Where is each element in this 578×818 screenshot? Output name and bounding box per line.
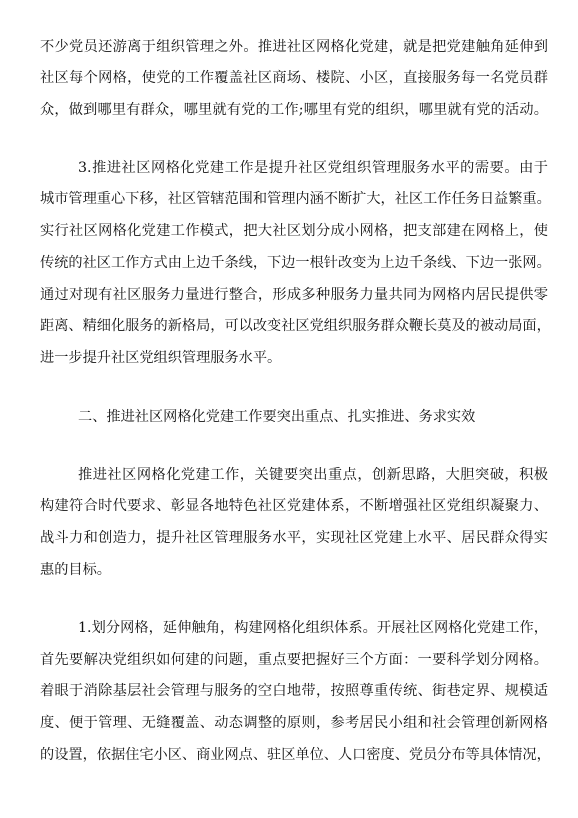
paragraph-2-line-4: 传统的社区工作方式由上边千条线，下边一根针改变为上边千条线、下边一张网。 — [40, 255, 551, 271]
paragraph-4-line-4: 度、便于管理、无缝覆盖、动态调整的原则，参考居民小组和社会管理创新网格 — [40, 715, 548, 731]
paragraph-1-line-2: 社区每个网格，使党的工作覆盖社区商场、楼院、小区，直接服务每一名党员群 — [40, 70, 548, 86]
paragraph-3-line-2: 构建符合时代要求、彰显各地特色社区党建体系，不断增强社区党组织凝聚力、 — [40, 498, 548, 514]
paragraph-2-line-3: 实行社区网格化党建工作模式，把大社区划分成小网格，把支部建在网格上，使 — [40, 223, 548, 239]
section-heading: 二、推进社区网格化党建工作要突出重点、扎实推进、务求实效 — [78, 409, 476, 425]
paragraph-1-line-3: 众，做到哪里有群众，哪里就有党的工作;哪里有党的组织，哪里就有党的活动。 — [40, 102, 548, 118]
paragraph-4-line-1: 1.划分网格，延伸触角，构建网格化组织体系。开展社区网格化党建工作， — [78, 620, 548, 636]
paragraph-4-line-3: 着眼于消除基层社会管理与服务的空白地带，按照尊重传统、街巷定界、规模适 — [40, 683, 548, 699]
paragraph-3-line-1: 推进社区网格化党建工作，关键要突出重点，创新思路，大胆突破，积极 — [78, 467, 548, 483]
paragraph-2-line-2: 城市管理重心下移，社区管辖范围和管理内涵不断扩大，社区工作任务日益繁重。 — [40, 191, 551, 207]
paragraph-3-line-4: 惠的目标。 — [40, 562, 111, 578]
paragraph-2-line-6: 距离、精细化服务的新格局，可以改变社区党组织服务群众鞭长莫及的被动局面， — [40, 318, 551, 334]
paragraph-4-line-5: 的设置，依据住宅小区、商业网点、驻区单位、人口密度、党员分布等具体情况， — [40, 747, 551, 763]
paragraph-2-line-1: 3.推进社区网格化党建工作是提升社区党组织管理服务水平的需要。由于 — [78, 160, 548, 176]
paragraph-4-line-2: 首先要解决党组织如何建的问题，重点要把握好三个方面：一要科学划分网格。 — [40, 652, 548, 668]
paragraph-1-line-1: 不少党员还游离于组织管理之外。推进社区网格化党建，就是把党建触角延伸到 — [40, 39, 548, 55]
paragraph-2-line-7: 进一步提升社区党组织管理服务水平。 — [40, 350, 282, 366]
paragraph-3-line-3: 战斗力和创造力，提升社区管理服务水平，实现社区党建上水平、居民群众得实 — [40, 530, 548, 546]
paragraph-2-line-5: 通过对现有社区服务力量进行整合，形成多种服务力量共同为网格内居民提供零 — [40, 287, 548, 303]
